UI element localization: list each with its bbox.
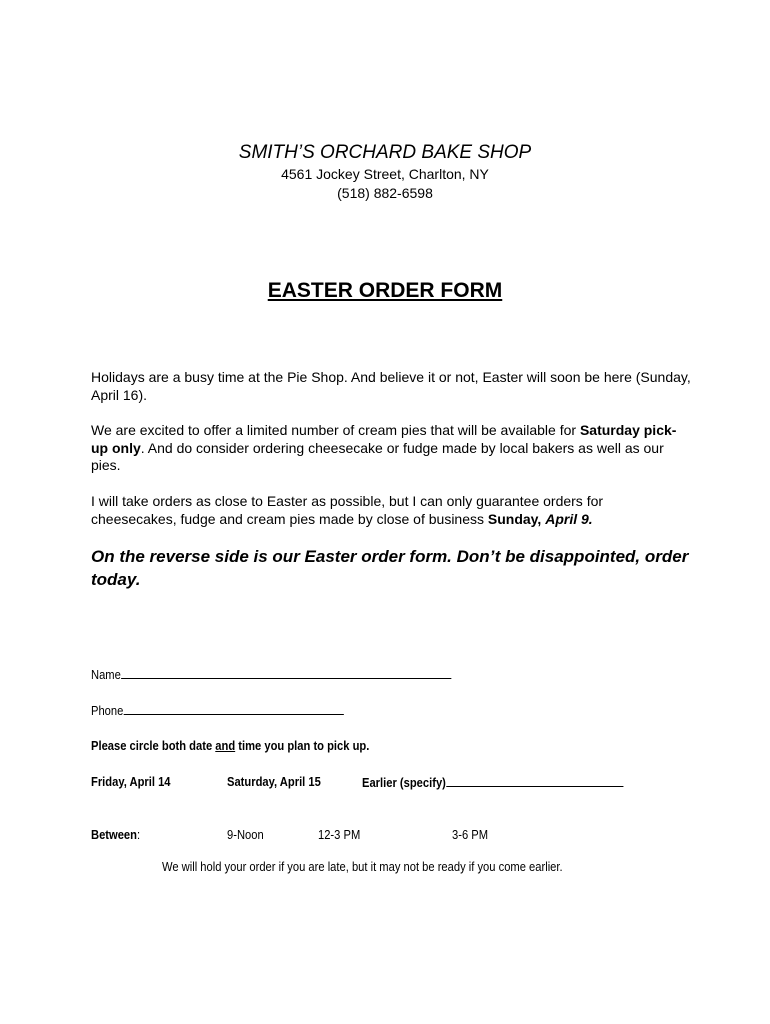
- cream-pies-text-a: We are excited to offer a limited number of cream pies that will be available for: [91, 422, 580, 438]
- time-option-afternoon[interactable]: 3-6 PM: [452, 827, 489, 842]
- intro-paragraph: Holidays are a busy time at the Pie Shop. And believe it or not, Easter will soon be here (Sunday, April 16).: [91, 369, 691, 403]
- shop-address: 4561 Jockey Street, Charlton, NY: [281, 166, 489, 182]
- between-label-row: [91, 827, 140, 842]
- deadline-text-a: I will take orders as close to Easter as possible, but I can only guarantee orders for cheesecakes, fudge and cream pies made by close of business: [91, 493, 604, 527]
- deadline-date: April 9.: [545, 510, 593, 527]
- phone-blank-line[interactable]: [123, 702, 343, 715]
- between-label: Between: [91, 827, 137, 842]
- instruction-text-a: Please circle both date: [91, 738, 216, 753]
- name-field[interactable]: [91, 666, 451, 682]
- deadline-day: Sunday,: [487, 510, 546, 527]
- reverse-side-callout: On the reverse side is our Easter order form. Don’t be disappointed, order today.: [91, 547, 689, 589]
- late-pickup-note: We will hold your order if you are late, but it may not be ready if you come earlier.: [162, 859, 563, 874]
- shop-phone: (518) 882-6598: [337, 185, 433, 201]
- phone-label: Phone: [91, 703, 124, 718]
- name-label: Name: [91, 667, 121, 682]
- saturday-pickup-emphasis: Saturday pick-up only: [91, 422, 677, 456]
- time-option-midday[interactable]: 12-3 PM: [318, 827, 361, 842]
- instruction-and: and: [215, 738, 236, 753]
- cream-pies-paragraph: [91, 422, 691, 475]
- pickup-instruction: [91, 738, 369, 753]
- earlier-specify-blank[interactable]: [446, 774, 623, 787]
- form-title: EASTER ORDER FORM: [267, 279, 503, 302]
- time-option-morning[interactable]: 9-Noon: [227, 827, 264, 842]
- instruction-text-c: time you plan to pick up.: [235, 738, 370, 753]
- between-colon: :: [136, 827, 141, 842]
- earlier-specify-label: Earlier (specify): [362, 775, 446, 790]
- deadline-paragraph: [91, 493, 691, 528]
- date-option-friday[interactable]: Friday, April 14: [91, 774, 171, 789]
- name-blank-line[interactable]: [121, 666, 451, 679]
- cream-pies-text-c: . And do consider ordering cheesecake or fudge made by local bakers as well as our pies.: [91, 439, 664, 473]
- date-option-saturday[interactable]: Saturday, April 15: [227, 774, 321, 789]
- date-option-earlier[interactable]: [362, 774, 623, 790]
- phone-field[interactable]: [91, 702, 343, 718]
- shop-name: SMITH’S ORCHARD BAKE SHOP: [238, 142, 532, 163]
